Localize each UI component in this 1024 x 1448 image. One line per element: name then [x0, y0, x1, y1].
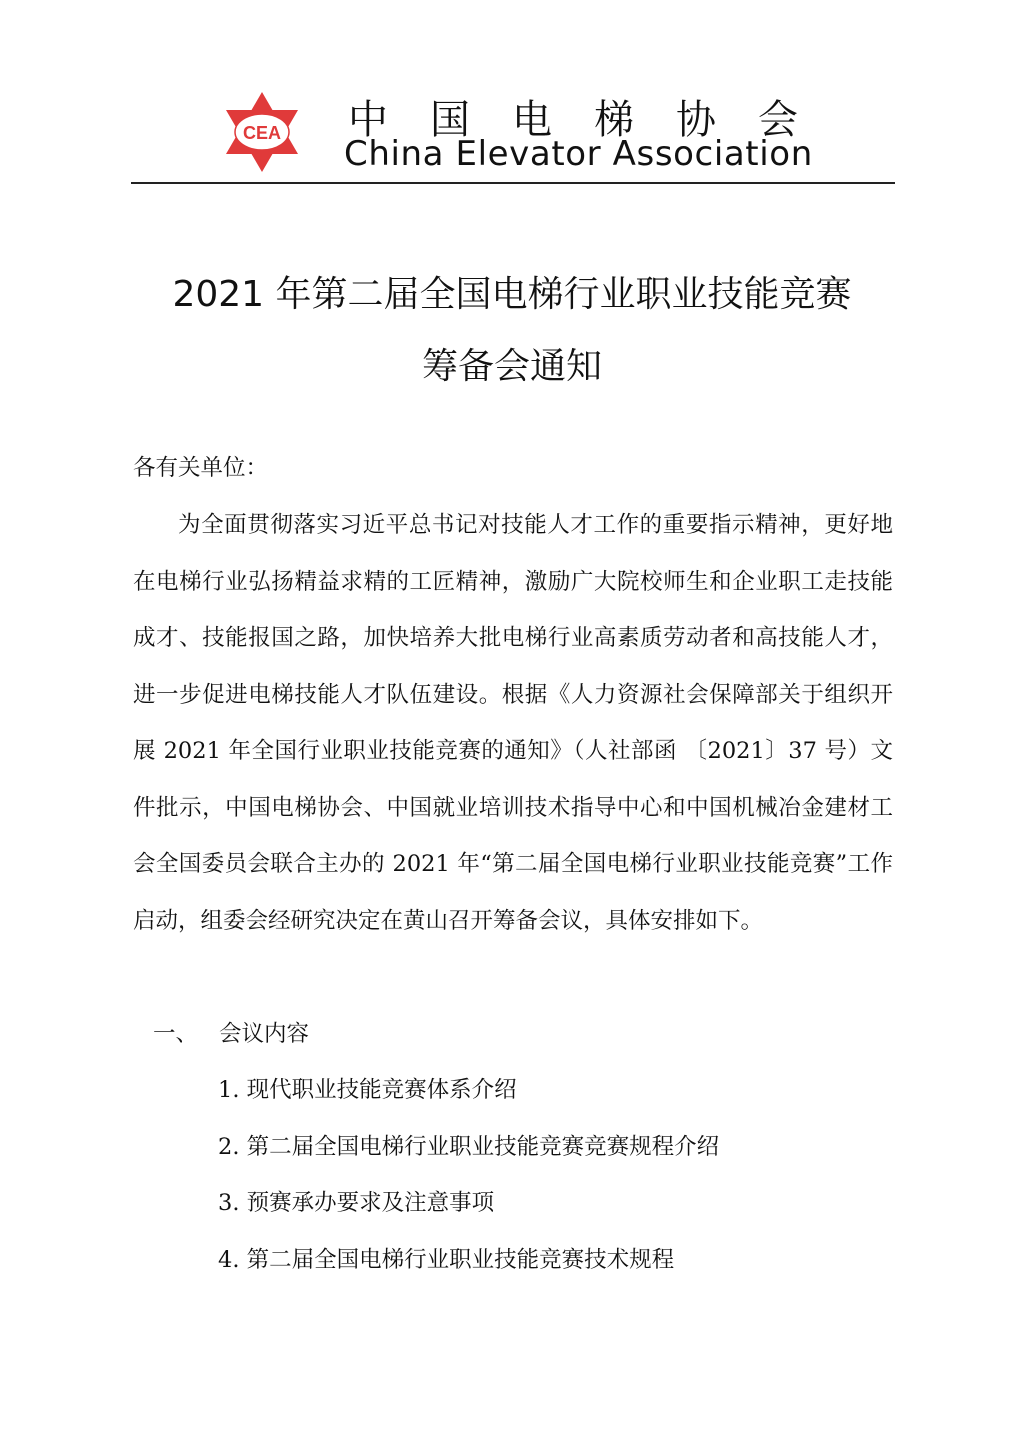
salutation: 各有关单位：	[133, 455, 269, 481]
list-item: 3. 预赛承办要求及注意事项	[218, 1190, 495, 1216]
document-title-line-2: 筹备会通知	[421, 346, 602, 387]
body-paragraph: 为全面贯彻落实习近平总书记对技能人才工作的重要指示精神，更好地在电梯行业弘扬精益求精的工匠精神，激励广大院校师生和企业职工走技能成才、技能报国之路，加快培养大批电梯行业高素质劳动者和高技能人才，进一步促进电梯技能人才队伍建设。根据《人力资源社会保障部关于组织开展 2021 年全国行业职业技能竞赛的通知》（人社部函 〔2021〕37 号）文件批示，中国电梯协会、中国就业培训技术指导中心和中国机械冶金建材工会全国委员会联合主办的 2021 年“第二届全国电梯行业职业技能竞赛”工作启动，组委会经研究决定在黄山召开筹备会议，具体安排如下。	[133, 512, 893, 934]
letterhead	[0, 0, 1024, 190]
cea-star-logo-icon	[222, 90, 302, 174]
org-name-en: China Elevator Association	[344, 134, 813, 174]
list-item: 2. 第二届全国电梯行业职业技能竞赛竞赛规程介绍	[218, 1133, 720, 1160]
document-title-line-1: 2021 年第二届全国电梯行业职业技能竞赛	[172, 274, 852, 315]
org-name-cn: 中国电梯协会	[348, 97, 840, 143]
list-item: 1. 现代职业技能竞赛体系介绍	[218, 1077, 517, 1103]
header-divider	[131, 182, 895, 184]
section-number: 一、	[153, 1021, 199, 1047]
list-item: 4. 第二届全国电梯行业职业技能竞赛技术规程	[218, 1246, 675, 1273]
agenda-list	[218, 1062, 719, 1288]
section-heading	[153, 1006, 309, 1062]
section-title: 会议内容	[219, 1021, 310, 1047]
logo-text: CEA	[242, 123, 282, 143]
